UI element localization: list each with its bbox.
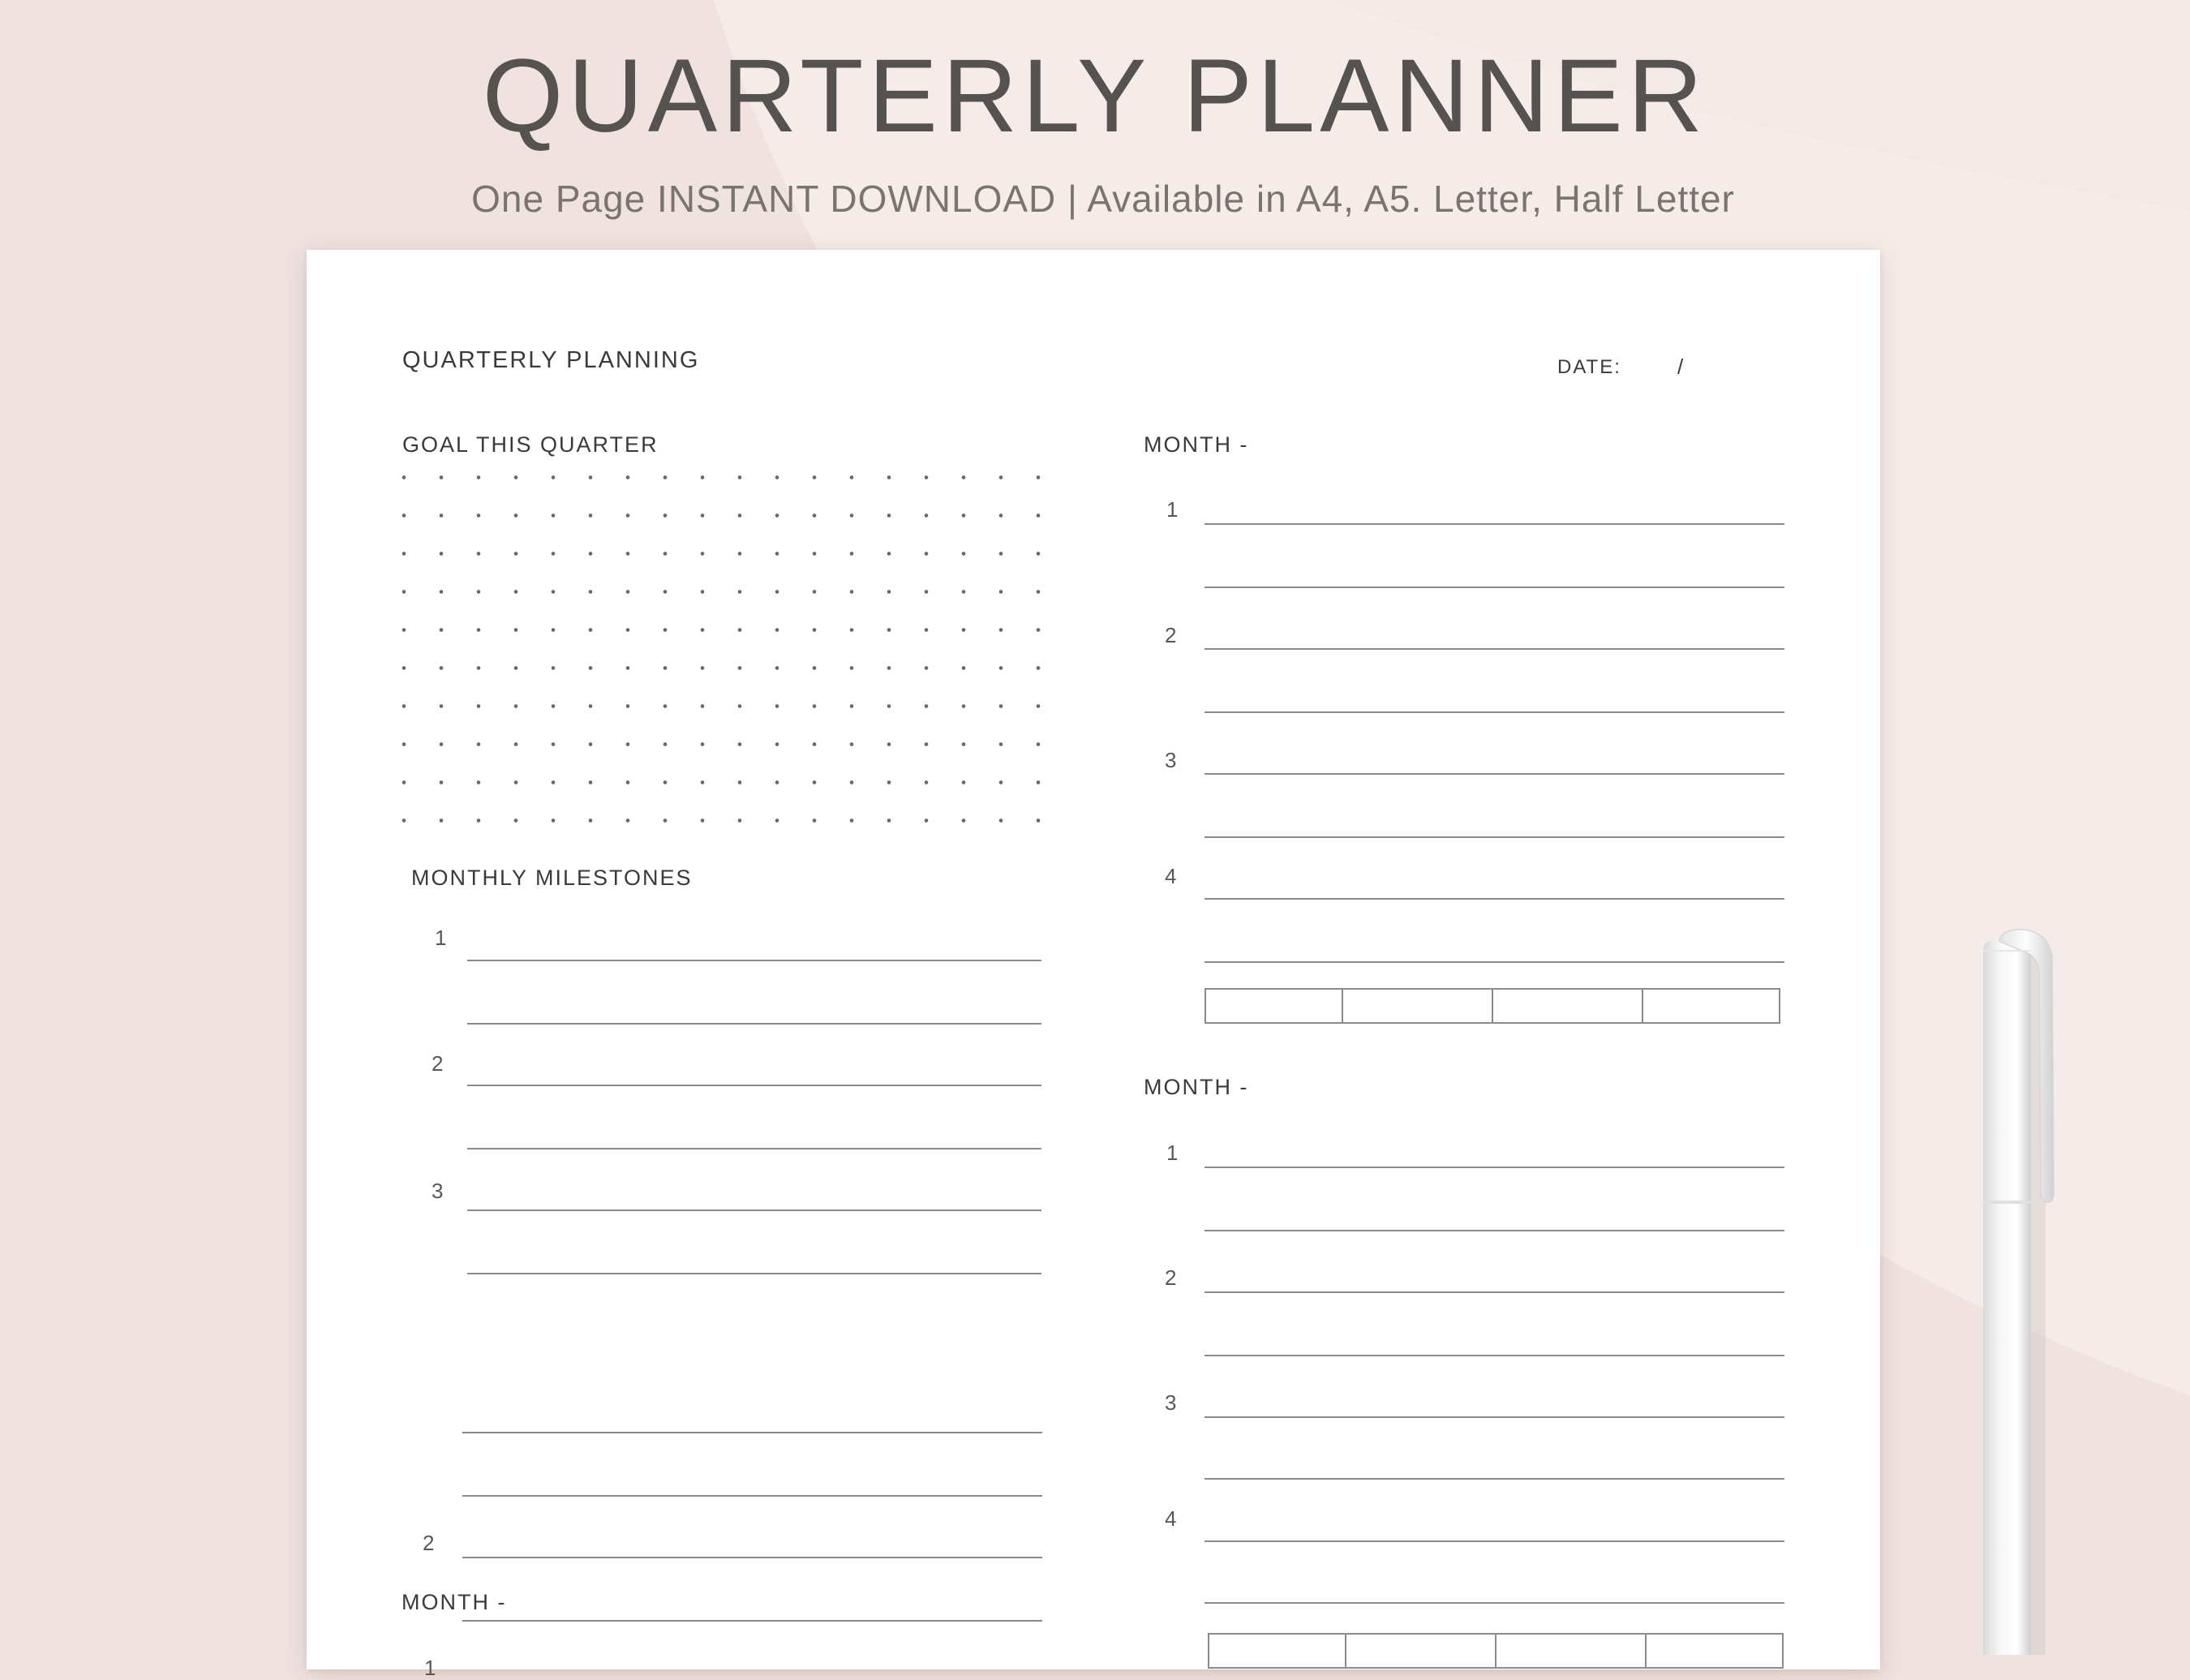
month-right-2-line[interactable] <box>1204 1602 1784 1604</box>
month-right-2-number: 4 <box>1165 1506 1177 1531</box>
month-right-2-line[interactable] <box>1204 1230 1784 1231</box>
month-right-2-week-boxes[interactable] <box>1208 1633 1784 1669</box>
month-right-1-line[interactable] <box>1204 523 1784 525</box>
month-left-number: 2 <box>423 1531 435 1555</box>
hero-title: QUARTERLY PLANNER <box>482 38 1708 154</box>
month-left-line[interactable] <box>462 1495 1042 1497</box>
hero-subtitle: One Page INSTANT DOWNLOAD | Available in A4, A5. Letter, Half Letter <box>471 178 1735 220</box>
month-right-1-line[interactable] <box>1204 836 1784 838</box>
week-box[interactable] <box>1643 990 1779 1022</box>
month-left-line[interactable] <box>462 1557 1042 1558</box>
month-right-2-number: 3 <box>1165 1390 1177 1415</box>
milestone-line[interactable] <box>467 1085 1041 1086</box>
month-right-2-line[interactable] <box>1204 1167 1784 1168</box>
milestone-line[interactable] <box>467 1273 1041 1274</box>
month-right-2-line[interactable] <box>1204 1540 1784 1542</box>
milestone-number: 3 <box>432 1179 444 1203</box>
month-right-2-line[interactable] <box>1204 1478 1784 1480</box>
month-right-2-number: 2 <box>1165 1265 1177 1290</box>
month-right-1-line[interactable] <box>1204 711 1784 713</box>
month-right-2-number: 1 <box>1166 1141 1179 1165</box>
month-right-1-line[interactable] <box>1204 961 1784 963</box>
month-right-1-number: 4 <box>1165 864 1177 888</box>
week-box[interactable] <box>1346 1635 1496 1667</box>
week-box[interactable] <box>1206 990 1343 1022</box>
milestone-line[interactable] <box>467 1023 1041 1025</box>
week-box[interactable] <box>1209 1635 1346 1667</box>
goal-heading: GOAL THIS QUARTER <box>402 432 659 457</box>
planner-sheet <box>307 250 1880 1680</box>
milestone-line[interactable] <box>467 1148 1041 1149</box>
date-separator: / <box>1677 354 1685 379</box>
month-left-line[interactable] <box>462 1432 1042 1433</box>
pen-illustration <box>1947 925 2109 1655</box>
month-right-2-heading: MONTH - <box>1144 1075 1249 1099</box>
month-left-number: 1 <box>424 1656 436 1680</box>
date-label: DATE: <box>1557 356 1621 378</box>
month-right-1-line[interactable] <box>1204 773 1784 775</box>
month-right-1-heading: MONTH - <box>1144 432 1249 457</box>
page-title: QUARTERLY PLANNING <box>402 347 700 373</box>
week-box[interactable] <box>1647 1635 1782 1667</box>
week-box[interactable] <box>1493 990 1643 1022</box>
month-left-line[interactable] <box>462 1620 1042 1622</box>
week-box[interactable] <box>1496 1635 1647 1667</box>
milestone-number: 1 <box>435 926 447 950</box>
milestones-heading: MONTHLY MILESTONES <box>411 866 693 890</box>
month-right-1-line[interactable] <box>1204 648 1784 650</box>
month-right-2-line[interactable] <box>1204 1416 1784 1418</box>
milestone-number: 2 <box>432 1051 444 1076</box>
milestone-line[interactable] <box>467 1210 1041 1211</box>
month-right-1-number: 1 <box>1166 497 1179 522</box>
month-right-1-number: 2 <box>1165 623 1177 647</box>
week-box[interactable] <box>1343 990 1493 1022</box>
month-right-2-line[interactable] <box>1204 1355 1784 1356</box>
month-right-2-line[interactable] <box>1204 1291 1784 1293</box>
goal-dot-grid[interactable] <box>385 458 1057 840</box>
month-right-1-line[interactable] <box>1204 898 1784 900</box>
milestone-line[interactable] <box>467 960 1041 961</box>
month-right-1-number: 3 <box>1165 748 1177 772</box>
month-right-1-line[interactable] <box>1204 586 1784 588</box>
month-right-1-week-boxes[interactable] <box>1204 988 1780 1024</box>
month-left-heading: MONTH - <box>402 1590 507 1614</box>
